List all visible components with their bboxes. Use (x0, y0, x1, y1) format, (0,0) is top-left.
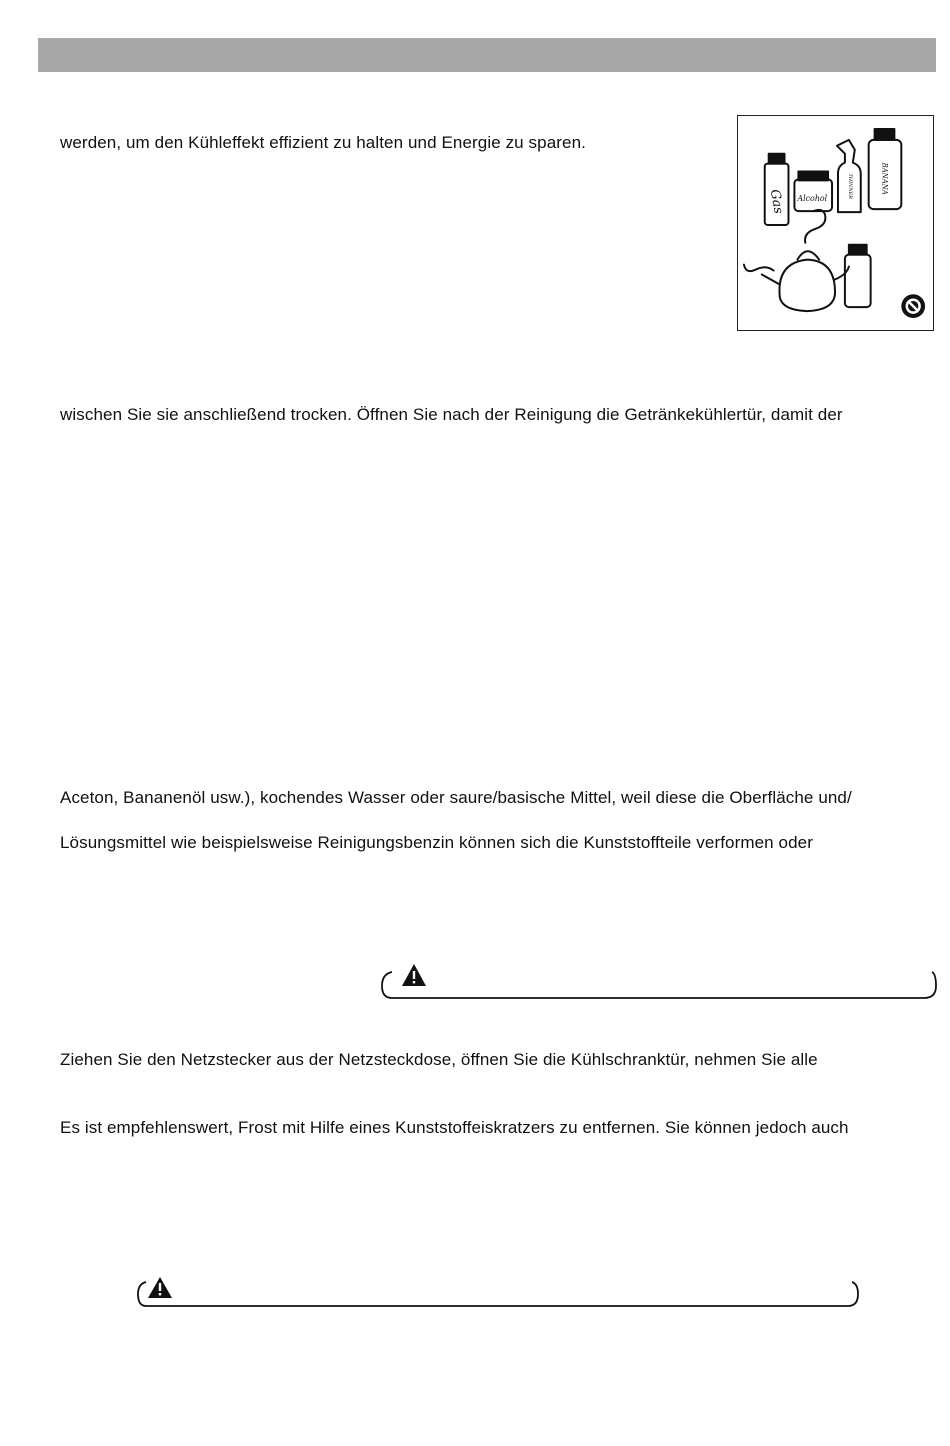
paragraph-energy: werden, um den Kühleffekt effizient zu halten und Energie zu sparen. (60, 133, 586, 152)
alcohol-label: Alcohol (797, 194, 828, 204)
warning-triangle-icon (148, 1277, 172, 1298)
paragraph-unplug: Ziehen Sie den Netzstecker aus der Netzsteckdose, öffnen Sie die Kühlschranktür, nehmen Sie alle (60, 1050, 818, 1069)
paragraph-door-after-cleaning: wischen Sie sie anschließend trocken. Öffnen Sie nach der Reinigung die Getränkekühlertür, damit der (60, 405, 843, 424)
prohibited-icon (901, 294, 925, 318)
warning-triangle-icon (402, 964, 426, 986)
banana-label: BANANA (880, 162, 889, 195)
paragraph-solvents: Lösungsmittel wie beispielsweise Reinigungsbenzin können sich die Kunststoffteile verformen oder (60, 833, 813, 852)
warning-note-box-1 (380, 962, 940, 1002)
paragraph-frost-removal: Es ist empfehlenswert, Frost mit Hilfe eines Kunststoffeiskratzers zu entfernen. Sie können jedoch auch (60, 1118, 849, 1137)
header-bar (38, 38, 936, 72)
prohibited-substances-illustration (737, 115, 934, 331)
warning-note-box-2 (136, 1276, 862, 1310)
thinner-label: THINNER (846, 173, 853, 200)
paragraph-cleaning-agents: Aceton, Bananenöl usw.), kochendes Wasser oder saure/basische Mittel, weil diese die Oberfläche und/ (60, 788, 852, 807)
gas-label: Gas (766, 188, 786, 215)
